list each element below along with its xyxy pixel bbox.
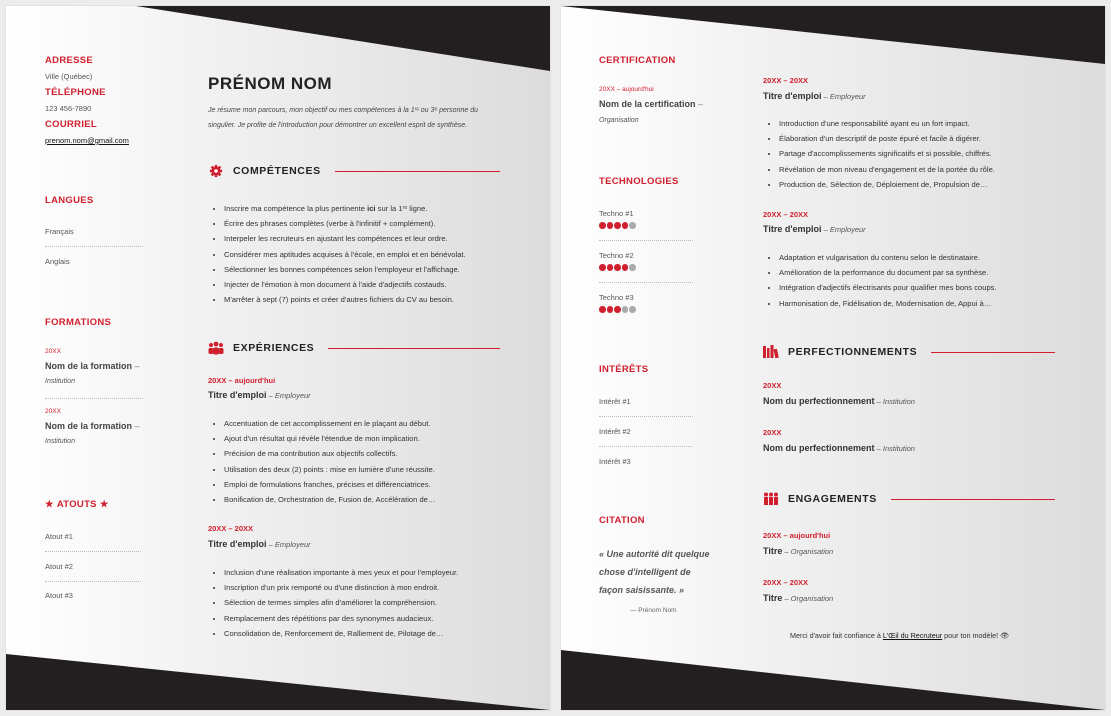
atouts-heading: ★ ATOUTS ★ <box>45 499 109 510</box>
interet-item: Intérêt #3 <box>599 457 631 466</box>
engagement-date: 20XX – 20XX <box>763 578 809 587</box>
rating-dot-empty <box>629 264 636 271</box>
intro-text: Je résume mon parcours, mon objectif ou mes compétences à la 1ʳᵉ ou 3ᵉ personne du singulier. Je profite de l'introduction pour démontrer un excellent esprit de synthèse. <box>208 107 478 129</box>
job-date: 20XX – 20XX <box>763 210 809 219</box>
formation-institution: Institution <box>45 378 75 385</box>
rating-dot-filled <box>622 264 629 271</box>
job-bullet: • Ajout d'un résultat qui révèle l'étendue de mon implication. <box>224 431 435 446</box>
divider <box>45 551 141 552</box>
interets-heading: INTÉRÊTS <box>599 364 649 375</box>
language-item: Français <box>45 227 74 236</box>
books-icon <box>763 345 779 359</box>
job-bullet: • Amélioration de la performance du document par sa synthèse. <box>779 265 997 280</box>
job-title: Titre d'emploi – Employeur <box>763 91 866 101</box>
rating-dot-filled <box>622 222 629 229</box>
certification-heading: CERTIFICATION <box>599 55 676 66</box>
address-label: ADRESSE <box>45 55 94 66</box>
job-bullet: • Partage d'accomplissements significatifs et si possible, chiffrés. <box>779 146 995 161</box>
divider <box>599 240 693 241</box>
formation-year: 20XX <box>45 348 61 355</box>
certification-date: 20XX – aujourd'hui <box>599 86 654 93</box>
email-label: COURRIEL <box>45 119 98 130</box>
resume-page-1 <box>6 6 550 710</box>
formation-year: 20XX <box>45 408 61 415</box>
formations-heading: FORMATIONS <box>45 317 112 328</box>
rating-dot-filled <box>599 264 606 271</box>
job-title: Titre d'emploi – Employeur <box>208 390 311 400</box>
people-icon <box>208 341 224 355</box>
job-bullet: • Bonification de, Orchestration de, Fusion de, Accélération de… <box>224 492 435 507</box>
job-date: 20XX – 20XX <box>763 76 809 85</box>
job-bullet: • Utilisation des deux (2) points : mise en lumière d'une réussite. <box>224 462 435 477</box>
rating-dot-filled <box>599 222 606 229</box>
competences-list <box>208 201 466 307</box>
job-date: 20XX – 20XX <box>208 524 254 533</box>
job-bullet: • Précision de ma contribution aux objectifs collectifs. <box>224 446 435 461</box>
formation-name: Nom de la formation – <box>45 421 140 431</box>
divider <box>599 446 693 447</box>
rating-dot-filled <box>599 306 606 313</box>
job-bullet: • Remplacement des répétitions par des synonymes audacieux. <box>224 611 458 626</box>
job-title: Titre d'emploi – Employeur <box>208 539 311 549</box>
engagement-title: Titre – Organisation <box>763 546 834 556</box>
group-icon <box>763 492 779 506</box>
certification-org: Organisation <box>599 117 639 124</box>
job-bullets <box>763 116 995 192</box>
rating-dot-empty <box>622 306 629 313</box>
job-bullet: • Adaptation et vulgarisation du contenu selon le destinataire. <box>779 250 997 265</box>
footer-credit: Merci d'avoir fait confiance à L'Œil du Recruteur pour ton modèle! 👁 <box>790 631 1010 640</box>
divider <box>599 416 693 417</box>
techno-rating <box>599 306 636 313</box>
engagement-date: 20XX – aujourd'hui <box>763 531 831 540</box>
rating-dot-empty <box>629 222 636 229</box>
engagements-section-header: ENGAGEMENTS <box>763 492 1055 506</box>
divider <box>45 398 143 399</box>
competence-item: • Inscrire ma compétence la plus pertinente ici sur la 1ʳᵉ ligne. <box>224 201 466 216</box>
job-bullet: • Harmonisation de, Fidélisation de, Modernisation de, Appui à… <box>779 296 997 311</box>
rating-dot-filled <box>614 222 621 229</box>
email-link[interactable]: prenom.nom@gmail.com <box>45 136 129 145</box>
experiences-section-header: EXPÉRIENCES <box>208 341 500 355</box>
rating-dot-filled <box>614 264 621 271</box>
competence-item: • Sélectionner les bonnes compétences selon l'employeur et l'affichage. <box>224 262 466 277</box>
divider <box>599 282 693 283</box>
atout-item: Atout #3 <box>45 591 73 600</box>
competence-item: • Considérer mes aptitudes acquises à l'école, en emploi et en bénévolat. <box>224 247 466 262</box>
job-date: 20XX – aujourd'hui <box>208 376 276 385</box>
job-bullet: • Production de, Sélection de, Déploiement de, Propulsion de… <box>779 177 995 192</box>
atout-item: Atout #2 <box>45 562 73 571</box>
perfectionnement-name: Nom du perfectionnement – Institution <box>763 443 915 453</box>
perfectionnement-name: Nom du perfectionnement – Institution <box>763 396 915 406</box>
phone-label: TÉLÉPHONE <box>45 87 106 98</box>
citation-author: — Prénom Nom <box>630 607 677 614</box>
job-title: Titre d'emploi – Employeur <box>763 224 866 234</box>
perfectionnements-section-header: PERFECTIONNEMENTS <box>763 345 1055 359</box>
rating-dot-filled <box>607 306 614 313</box>
job-bullet: • Accentuation de cet accomplissement en le plaçant au début. <box>224 416 435 431</box>
interet-item: Intérêt #1 <box>599 397 631 406</box>
competence-item: • Interpeler les recruteurs en ajustant les compétences et leur ordre. <box>224 231 466 246</box>
job-bullet: • Introduction d'une responsabilité ayant eu un fort impact. <box>779 116 995 131</box>
divider <box>45 246 143 247</box>
job-bullet: • Consolidation de, Renforcement de, Ralliement de, Pilotage de… <box>224 626 458 641</box>
techno-rating <box>599 264 636 271</box>
job-bullets <box>208 565 458 641</box>
person-name: PRÉNOM NOM <box>208 74 332 93</box>
competence-item: • Injecter de l'émotion à mon document à l'aide d'adjectifs costauds. <box>224 277 466 292</box>
techno-name: Techno #3 <box>599 293 634 302</box>
section-rule <box>891 499 1055 500</box>
certification-name: Nom de la certification – <box>599 99 704 109</box>
techno-rating <box>599 222 636 229</box>
interet-item: Intérêt #2 <box>599 427 631 436</box>
job-bullet: • Révélation de mon niveau d'engagement et de la portée du rôle. <box>779 162 995 177</box>
footer-link[interactable]: L'Œil du Recruteur <box>882 631 943 640</box>
section-rule <box>931 352 1055 353</box>
divider <box>45 581 141 582</box>
job-bullet: • Intégration d'adjectifs électrisants pour qualifier mes bons coups. <box>779 280 997 295</box>
address-value: Ville (Québec) <box>45 72 93 81</box>
job-bullet: • Élaboration d'un descriptif de poste épuré et facile à digérer. <box>779 131 995 146</box>
engagement-title: Titre – Organisation <box>763 593 834 603</box>
competences-section-header: COMPÉTENCES <box>208 164 500 178</box>
languages-heading: LANGUES <box>45 195 94 206</box>
gear-icon <box>208 164 224 178</box>
star-icon: ★ <box>99 499 109 510</box>
competence-item: • Écrire des phrases complètes (verbe à l'infinitif + complément). <box>224 216 466 231</box>
formation-institution: Institution <box>45 438 75 445</box>
job-bullet: • Emploi de formulations franches, précises et différenciatrices. <box>224 477 435 492</box>
techno-name: Techno #2 <box>599 251 634 260</box>
techno-name: Techno #1 <box>599 209 634 218</box>
perfectionnement-year: 20XX <box>763 428 782 437</box>
star-icon: ★ <box>45 499 54 510</box>
section-rule <box>328 348 500 349</box>
job-bullet: • Inclusion d'une réalisation importante à mes yeux et pour l'employeur. <box>224 565 458 580</box>
rating-dot-filled <box>607 264 614 271</box>
job-bullet: • Inscription d'un prix remporté ou d'une distinction à mon endroit. <box>224 580 458 595</box>
job-bullets <box>763 250 997 311</box>
job-bullet: • Sélection de termes simples afin d'améliorer la compréhension. <box>224 595 458 610</box>
technologies-heading: TECHNOLOGIES <box>599 176 679 187</box>
formation-name: Nom de la formation – <box>45 361 140 371</box>
section-rule <box>335 171 500 172</box>
competence-item: • M'arrêter à sept (7) points et créer d'autres fichiers du CV au besoin. <box>224 292 466 307</box>
citation-heading: CITATION <box>599 515 645 526</box>
rating-dot-filled <box>614 306 621 313</box>
perfectionnement-year: 20XX <box>763 381 782 390</box>
rating-dot-empty <box>629 306 636 313</box>
resume-page-2 <box>561 6 1105 710</box>
job-bullets <box>208 416 435 507</box>
atout-item: Atout #1 <box>45 532 73 541</box>
rating-dot-filled <box>607 222 614 229</box>
language-item: Anglais <box>45 257 70 266</box>
citation-quote: « Une autorité dit quelque chose d'intelligent de façon saisissante. » <box>599 549 710 595</box>
phone-value: 123 456-7890 <box>45 104 92 113</box>
